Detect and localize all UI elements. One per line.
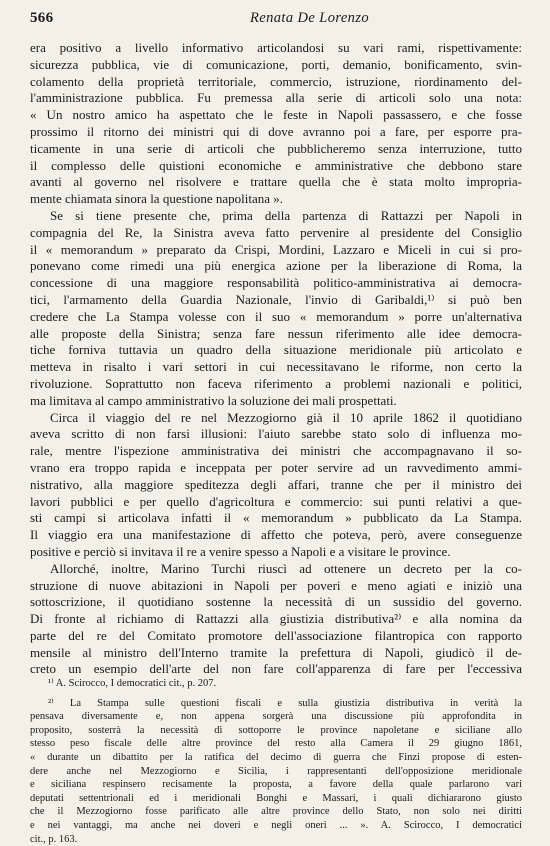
- body-line: alle proposte della Sinistra; senza fare nessun riferimento alle idee democra-: [30, 325, 522, 341]
- body-line: concessione di una maggiore responsabilità politico-amministrativa ai democra-: [30, 275, 522, 291]
- body-line: prossimo il ritorno dei ministri qui di dove avranno poi a fare, per esporre pra-: [30, 123, 522, 139]
- footnote-line: che il Mezzogiorno fosse parificato alle altre province dello Stato, non solo nei diritti: [30, 806, 522, 818]
- body-line: il complesso delle quistioni economiche e amministrative che debbono stare: [30, 157, 522, 173]
- body-line: Se si tiene presente che, prima della partenza di Rattazzi per Napoli in: [50, 207, 522, 223]
- footnote-line: pensava diversamente e, non appena sorgerà una discussione più approfondita in: [30, 711, 522, 723]
- body-line: metteva in risalto i vari settori in cui necessitavano le riforme, non certo la: [30, 359, 522, 375]
- body-line: era positivo a livello informativo articolandosi su vari rami, rispettivamente:: [30, 40, 522, 55]
- body-line: avanti al governo nel risolvere e trattare quella che è stata molto impropria-: [30, 174, 522, 190]
- body-line: compagnia del Re, la Sinistra aveva fatto pervenire al presidente del Consiglio: [30, 224, 522, 240]
- body-line: mente chiamata sinora la questione napolitana ».: [30, 191, 284, 207]
- footnote-line: deputati settentrionali ed i meridionali Bonghi e Massari, i quali dichiararono giusto: [30, 792, 522, 804]
- body-line: positive e perciò si invitava il re a venire spesso a Napoli e a visitare le province.: [30, 543, 451, 559]
- footnotes: [30, 677, 522, 846]
- footnote-line: cit., p. 163.: [30, 833, 78, 845]
- body-line: Il viaggio era una manifestazione di affetto che poteva, però, avere conseguenze: [30, 527, 522, 543]
- body-line: creto un esempio dell'arte del non fare coll'apparenza di fare per l'eccessiva: [30, 661, 522, 677]
- body-line: ponevano come rimedi una più energica azione per la liberazione di Roma, la: [30, 258, 522, 274]
- body-line: vrano era troppo rapida e inceppata per poter servire ad un ravvedimento ammi-: [30, 459, 522, 475]
- body-line: ticamente in una serie di articoli che pubblicheremo senza interruzione, tutto: [30, 140, 522, 156]
- footnote-line: proposito, sosterrà la necessità di sottoporre le province napoletane e siciliane allo: [30, 724, 522, 736]
- body-line: Allorché, inoltre, Marino Turchi riuscì ad ottenere un decreto per la co-: [50, 560, 522, 576]
- body-line: aveva scritto di non farsi illusioni: l'aiuto sarebbe stato solo di influenza mo-: [30, 426, 522, 442]
- page-number: 566: [30, 10, 54, 26]
- footnote-line: ²⁾ La Stampa sulle questioni fiscali e sulla giustizia distributiva in verità la: [48, 697, 522, 709]
- body-line: « Un nostro amico ha aspettato che le feste in Napoli passassero, e che fosse: [30, 107, 522, 123]
- page-header: [30, 10, 522, 32]
- body-line: sti campi si articolava infatti il « memorandum » pubblicato da La Stampa.: [30, 510, 522, 526]
- body-line: rivoluzione. Soprattutto non faceva riferimento a problemi nazionali e politici,: [30, 375, 522, 391]
- body-line: lavori pubblici e per quello d'agricoltura e commercio: sui punti relativi a que-: [30, 493, 522, 509]
- body-line: il « memorandum » preparato da Crispi, Mordini, Lazzaro e Miceli in cui si pro-: [30, 241, 522, 257]
- body-line: nistrativo, alla maggiore speditezza degli affari, tranne che per il ministro dei: [30, 476, 522, 492]
- footnote-line: stesso peso fiscale delle altre province del resto alla Camera il 29 giugno 1861,: [30, 738, 522, 750]
- body-text: [30, 40, 522, 678]
- footnote-line: ¹⁾ A. Scirocco, I democratici cit., p. 207.: [48, 678, 217, 689]
- body-line: tiche forniva tuttavia un quadro della situazione meridionale più articolato e: [30, 342, 522, 358]
- footnote-line: dere anche nel Mezzogiorno e Sicilia, i rappresentanti dell'opposizione meridionale: [30, 765, 522, 777]
- body-line: l'amministrazione pubblica. Fu premessa alla serie di articoli solo una nota:: [30, 90, 522, 106]
- footnote-line: e siciliana respinsero recisamente la proposta, a favore della quale parlarono vari: [30, 779, 522, 791]
- footnote-line: e nei vantaggi, ma anche nei doveri e negli oneri ... ». A. Scirocco, I democratici: [30, 819, 522, 831]
- body-line: credere che La Stampa volesse con il suo « memorandum » porre un'alternativa: [30, 308, 522, 324]
- body-line: Di fronte al richiamo di Rattazzi alla giustizia distributiva²⁾ e alla nomina da: [30, 611, 522, 627]
- body-line: struzione di nuove abitazioni in Napoli per poveri e meno agiati e iniziò una: [30, 577, 522, 593]
- body-line: tici, l'armamento della Guardia Nazionale, l'invio di Garibaldi,¹⁾ si può ben: [30, 291, 522, 307]
- body-line: mensile al ministro dell'Interno tramite la prefettura di Napoli, giudicò il de-: [30, 644, 522, 660]
- body-line: rale, mentre l'ispezione amministrativa dei ministri che accompagnavano il so-: [30, 443, 522, 459]
- body-line: sicurezza pubblica, vie di comunicazione, porti, demanio, bonificamento, svin-: [30, 56, 522, 72]
- body-line: ma limitava al campo amministrativo la soluzione dei mali prospettati.: [30, 392, 397, 408]
- body-line: Circa il viaggio del re nel Mezzogiorno già il 10 aprile 1862 il quotidiano: [50, 409, 522, 425]
- body-line: sottoscrizione, il quotidiano sostenne la necessità di un sussidio del governo.: [30, 594, 522, 610]
- body-line: parte del re del Comitato promotore dell'associazione filantropica con rapporto: [30, 627, 522, 643]
- body-line: colamento della proprietà territoriale, commercio, istruzione, riordinamento del-: [30, 73, 522, 89]
- running-head: Renata De Lorenzo: [250, 10, 370, 26]
- footnote-line: « durante un dibattito per la ratifica del decimo di guerra che Finzi propose di esten-: [30, 751, 522, 763]
